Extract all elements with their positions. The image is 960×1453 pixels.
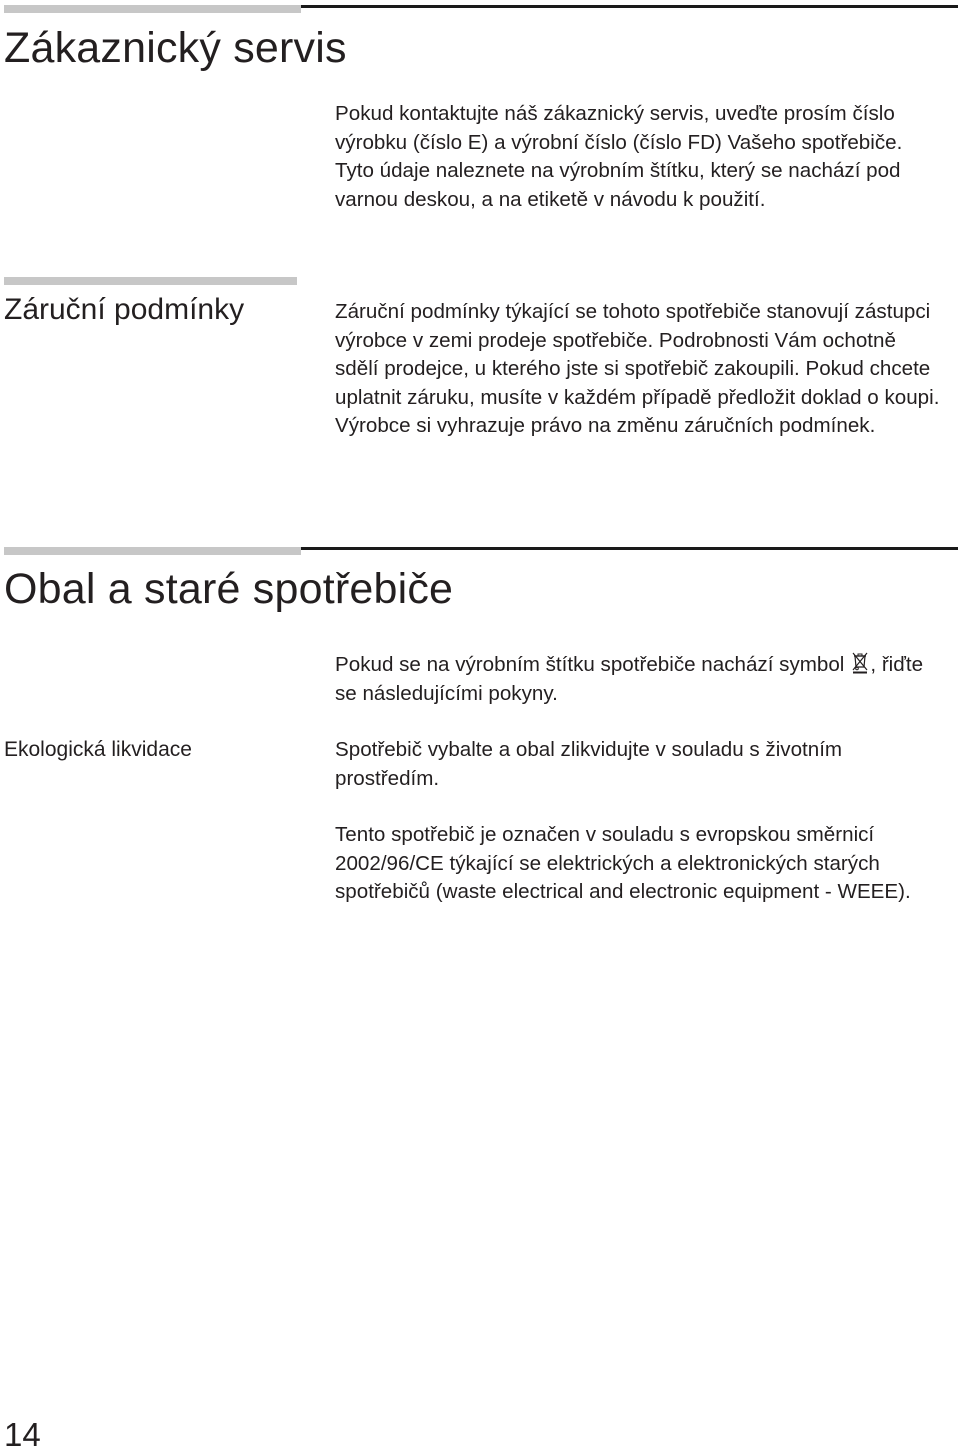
eco-disposal-label: Ekologická likvidace: [4, 738, 192, 761]
eco-disposal-paragraph: Spotřebič vybalte a obal zlikvidujte v souladu s životním prostředím.: [335, 738, 843, 790]
packaging-intro-paragraph: [335, 650, 945, 708]
customer-service-paragraph: Pokud kontaktujte náš zákaznický servis, uveďte prosím číslo výrobku (číslo E) a výrobní číslo (číslo FD) Vašeho spotřebiče. Tyto údaje naleznete na výrobním štítku, který se nachází pod varnou deskou, a na etiketě v návodu k použití.: [335, 102, 903, 211]
crossed-out-wheelie-bin-icon: [850, 650, 870, 674]
packaging-heading: Obal a staré spotřebiče: [4, 565, 454, 613]
warranty-heading: Záruční podmínky: [4, 293, 245, 326]
section-rule-line: [301, 547, 958, 550]
page-number: 14: [4, 1416, 41, 1453]
subsection-rule-accent: [4, 277, 297, 285]
customer-service-heading: Zákaznický servis: [4, 24, 347, 72]
packaging-intro-text: Pokud se na výrobním štítku spotřebiče nachází symbol: [335, 653, 845, 676]
section-rule-accent: [4, 547, 301, 555]
warranty-paragraph: Záruční podmínky týkající se tohoto spotřebiče stanovují zástupci výrobce v zemi prodeje spotřebiče. Podrobnosti Vám ochotně sdělí prodejce, u kterého jste si spotřebič zakoupili. Pokud chcete uplatnit záruku, musíte v každém případě předložit doklad o koupi. Výrobce si vyhrazuje právo na změnu záručních podmínek.: [335, 300, 940, 437]
packaging-intro-text-end: , řiďte se následujícími pokyny.: [335, 653, 924, 705]
section-rule-accent: [4, 5, 301, 13]
weee-paragraph: Tento spotřebič je označen v souladu s evropskou směrnicí 2002/96/CE týkající se elektrických a elektronických starých spotřebičů (waste electrical and electronic equipment - WEEE).: [335, 823, 911, 903]
section-rule-line: [301, 5, 958, 8]
